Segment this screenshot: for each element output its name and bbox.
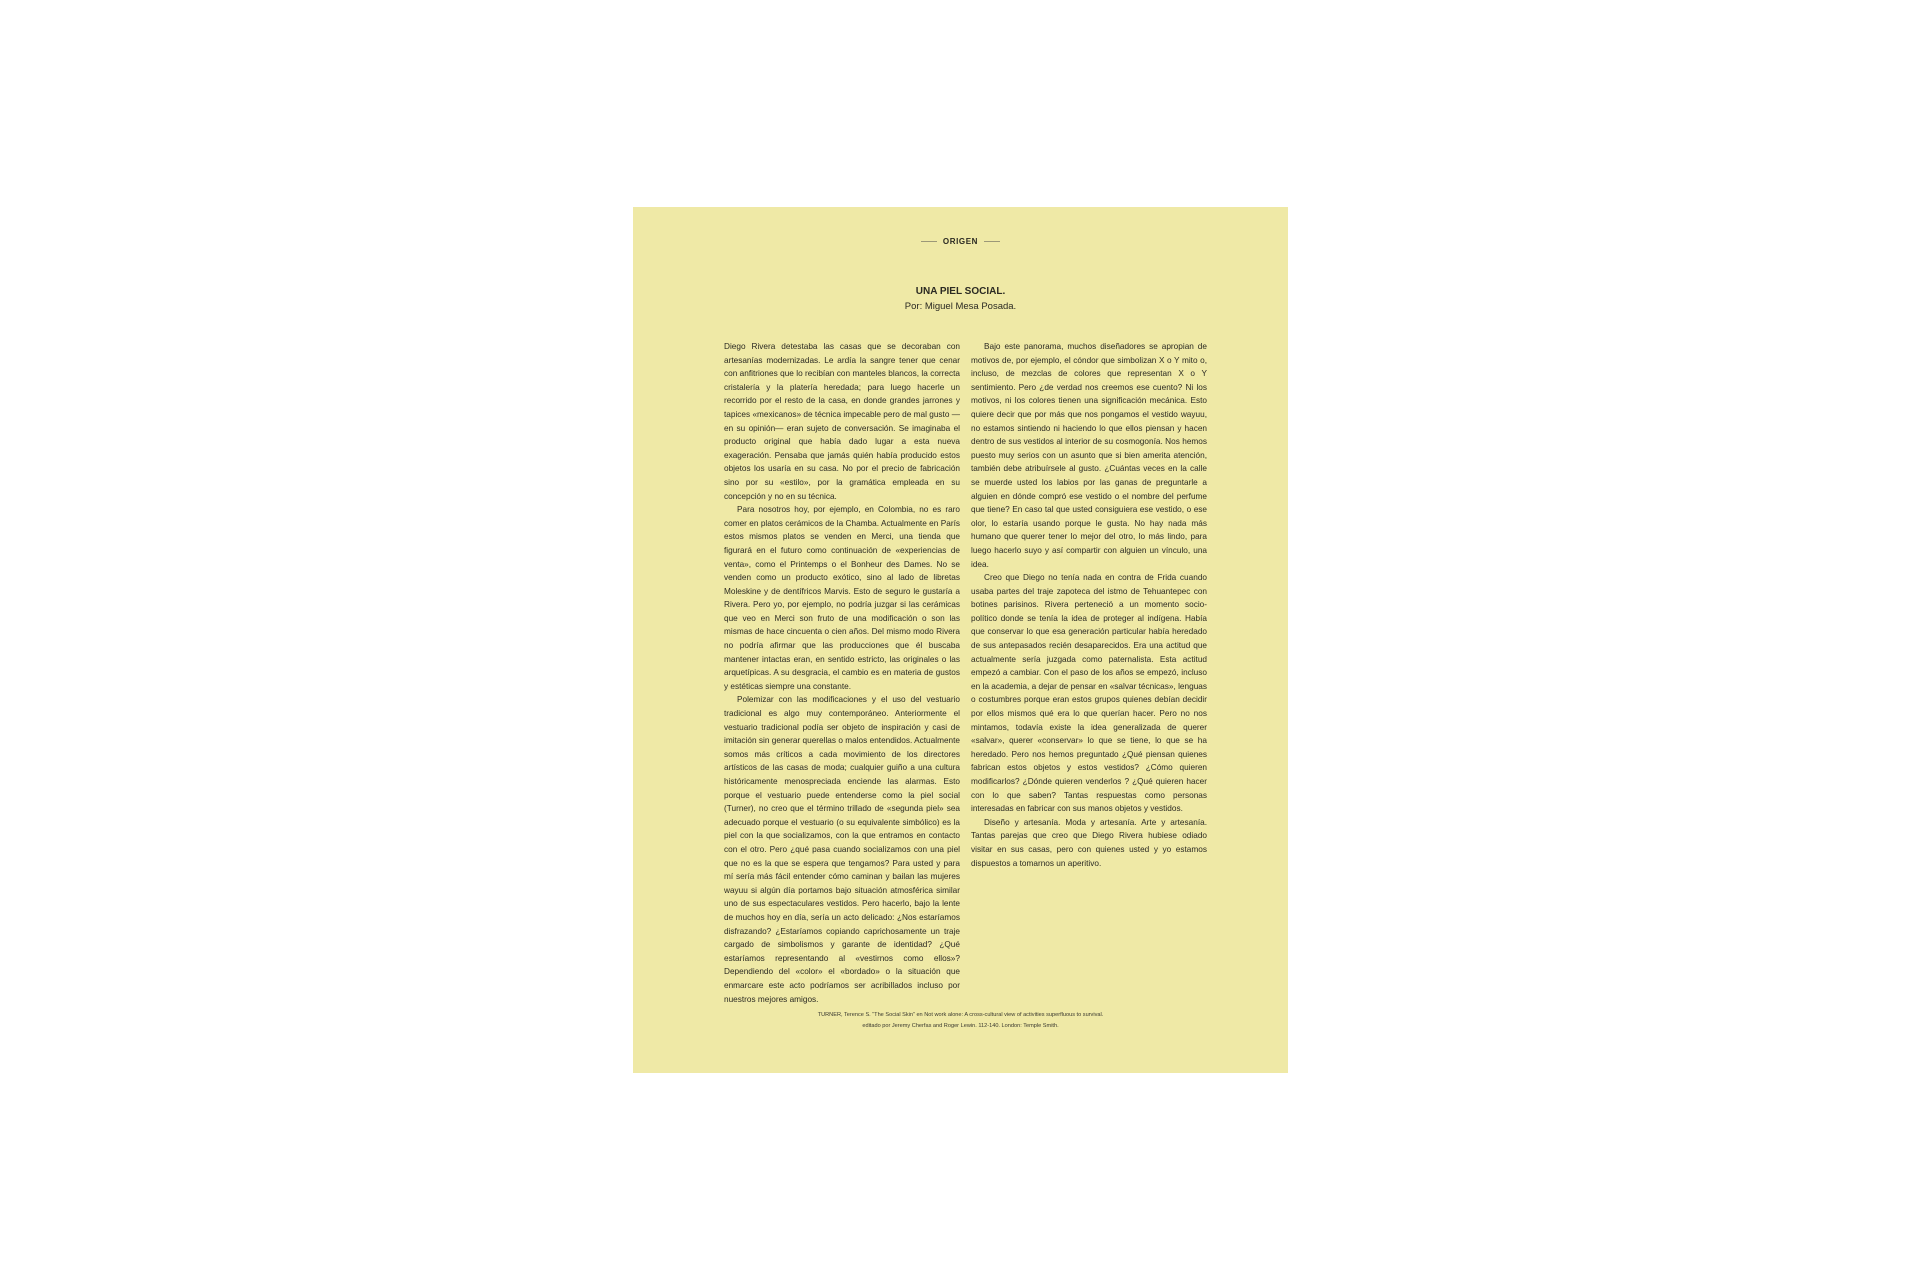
header-rule-right bbox=[984, 241, 1000, 242]
paragraph: Para nosotros hoy, por ejemplo, en Colombia, no es raro comer en platos cerámicos de la Chamba. Actualmente en París estos mismos platos se venden en Merci, una tienda que figurará en el futuro como continuación de «experiencias de venta», como el Printemps o el Bonheur des Dames. No se venden como un producto exótico, sino al lado de libretas Moleskine y de dentífricos Marvis. Esto de seguro le gustaría a Rivera. Pero yo, por ejemplo, no podría juzgar si las cerámicas que veo en Merci son fruto de una modificación o son las mismas de hace cincuenta o cien años. Del mismo modo Rivera no podría afirmar que las producciones que él buscaba mantener intactas eran, en sentido estricto, las originales o las arquetípicas. A su desgracia, el cambio es en materia de gustos y estéticas siempre una constante. bbox=[724, 505, 960, 691]
column-left bbox=[724, 340, 960, 1006]
paragraph: Diseño y artesanía. Moda y artesanía. Arte y artesanía. Tantas parejas que creo que Diego Rivera hubiese odiado visitar en sus casas, pero con quienes usted y yo estamos dispuestos a tomarnos un aperitivo. bbox=[971, 817, 1207, 868]
header-rule-left bbox=[921, 241, 937, 242]
paragraph: Creo que Diego no tenía nada en contra de Frida cuando usaba partes del traje zapoteca del istmo de Tehuantepec con botines parisinos. Rivera perteneció a un momento socio-político donde se tenía la idea de proteger al indígena. Había que conservar lo que esa generación particular había heredado de sus antepasados recién desaparecidos. Era una actitud que actualmente sería juzgada como paternalista. Esta actitud empezó a cambiar. Con el paso de los años se empezó, incluso en la academia, a dejar de pensar en «salvar técnicas», lenguas o costumbres porque eran estos grupos quienes debían decidir por ellos mismos qué era lo que querían hacer. Pero no nos mintamos, todavía existe la idea generalizada de querer «salvar», querer «conservar» lo que se tiene, lo que se ha heredado. Pero nos hemos preguntado ¿Qué piensan quienes fabrican estos objetos y estos vestidos? ¿Cómo quieren modificarlos? ¿Dónde quieren venderlos ? ¿Qué quieren hacer con lo que saben? Tantas respuestas como personas interesadas en fabricar con sus manos objetos y vestidos. bbox=[971, 573, 1207, 814]
paragraph: Polemizar con las modificaciones y el uso del vestuario tradicional es algo muy contemporáneo. Anteriormente el vestuario tradicional podía ser objeto de inspiración y casi de imitación sin generar querellas o malos entendidos. Actualmente somos más críticos a cada movimiento de los directores artísticos de las casas de moda; cualquier guiño a una cultura históricamente menospreciada enciende las alarmas. Esto porque el vestuario puede entenderse como la piel social (Turner), no creo que el término trillado de «segunda piel» sea adecuado porque el vestuario (o su equivalente simbólico) es la piel con la que socializamos, con la que entramos en contacto con el otro. Pero ¿qué pasa cuando socializamos con una piel que no es la que se espera que tengamos? Para usted y para mí sería más fácil entender cómo caminan y bailan las mujeres wayuu si algún día portamos bajo situación atmosférica similar uno de sus espectaculares vestidos. Pero hacerlo, bajo la lente de muchos hoy en día, sería un acto delicado: ¿Nos estaríamos disfrazando? ¿Estaríamos copiando caprichosamente un traje cargado de simbolismos y garante de identidad? ¿Qué estaríamos representando al «vestirnos como ellos»? Dependiendo del «color» el «bordado» o la situación que enmarcare este acto podríamos ser acribillados incluso por nuestros mejores amigos. bbox=[724, 695, 960, 1004]
footnote-line: editado por Jeremy Cherfas and Roger Lewin. 112-140. London: Temple Smith. bbox=[862, 1022, 1059, 1029]
article-byline: Por: Miguel Mesa Posada. bbox=[904, 301, 1017, 312]
section-label: ORIGEN bbox=[942, 237, 979, 246]
column-right bbox=[971, 340, 1207, 1006]
section-header bbox=[633, 237, 1288, 246]
article-body bbox=[724, 340, 1207, 1006]
paragraph: Bajo este panorama, muchos diseñadores se apropian de motivos de, por ejemplo, el cóndor que simbolizan X o Y mito o, incluso, de mezclas de colores que representan X o Y sentimiento. Pero ¿de verdad nos creemos ese cuento? Ni los motivos, ni los colores tienen una significación mecánica. Esto quiere decir que por más que nos pongamos el vestido wayuu, no estamos sintiendo ni haciendo lo que ellos piensan y hacen dentro de sus vestidos al interior de su cosmogonía. Nos hemos puesto muy serios con un asunto que si bien amerita atención, también debe atribuírsele al gusto. ¿Cuántas veces en la calle se muerde usted los labios por las ganas de preguntarle a alguien en dónde compró ese vestido o el nombre del perfume que tiene? En caso tal que usted consiguiera ese vestido, o ese olor, lo estaría usando porque le gusta. No hay nada más humano que querer tener lo mejor del otro, lo más lindo, para luego hacerlo suyo y así compartir con alguien un vínculo, una idea. bbox=[971, 342, 1207, 569]
paragraph: Diego Rivera detestaba las casas que se decoraban con artesanías modernizadas. Le ardía la sangre tener que cenar con anfitriones que lo recibían con manteles blancos, la correcta cristalería y la platería heredada; para luego hacerle un recorrido por el resto de la casa, en donde grandes jarrones y tapices «mexicanos» de técnica impecable pero de mal gusto —en su opinión— eran sujeto de conversación. Se imaginaba el producto original que había dado lugar a esta nueva exageración. Pensaba que jamás quién había producido estos objetos los usaría en su casa. No por el precio de fabricación sino por su «estilo», por la gramática empleada en su concepción y no en su técnica. bbox=[724, 342, 960, 501]
footnote bbox=[693, 1010, 1228, 1031]
footnote-line: TURNER, Terence S. “The Social Skin” en Not work alone: A cross-cultural view of activities superfluous to survival. bbox=[817, 1012, 1104, 1018]
magazine-page bbox=[633, 207, 1288, 1073]
article-title: UNA PIEL SOCIAL. bbox=[915, 286, 1006, 297]
